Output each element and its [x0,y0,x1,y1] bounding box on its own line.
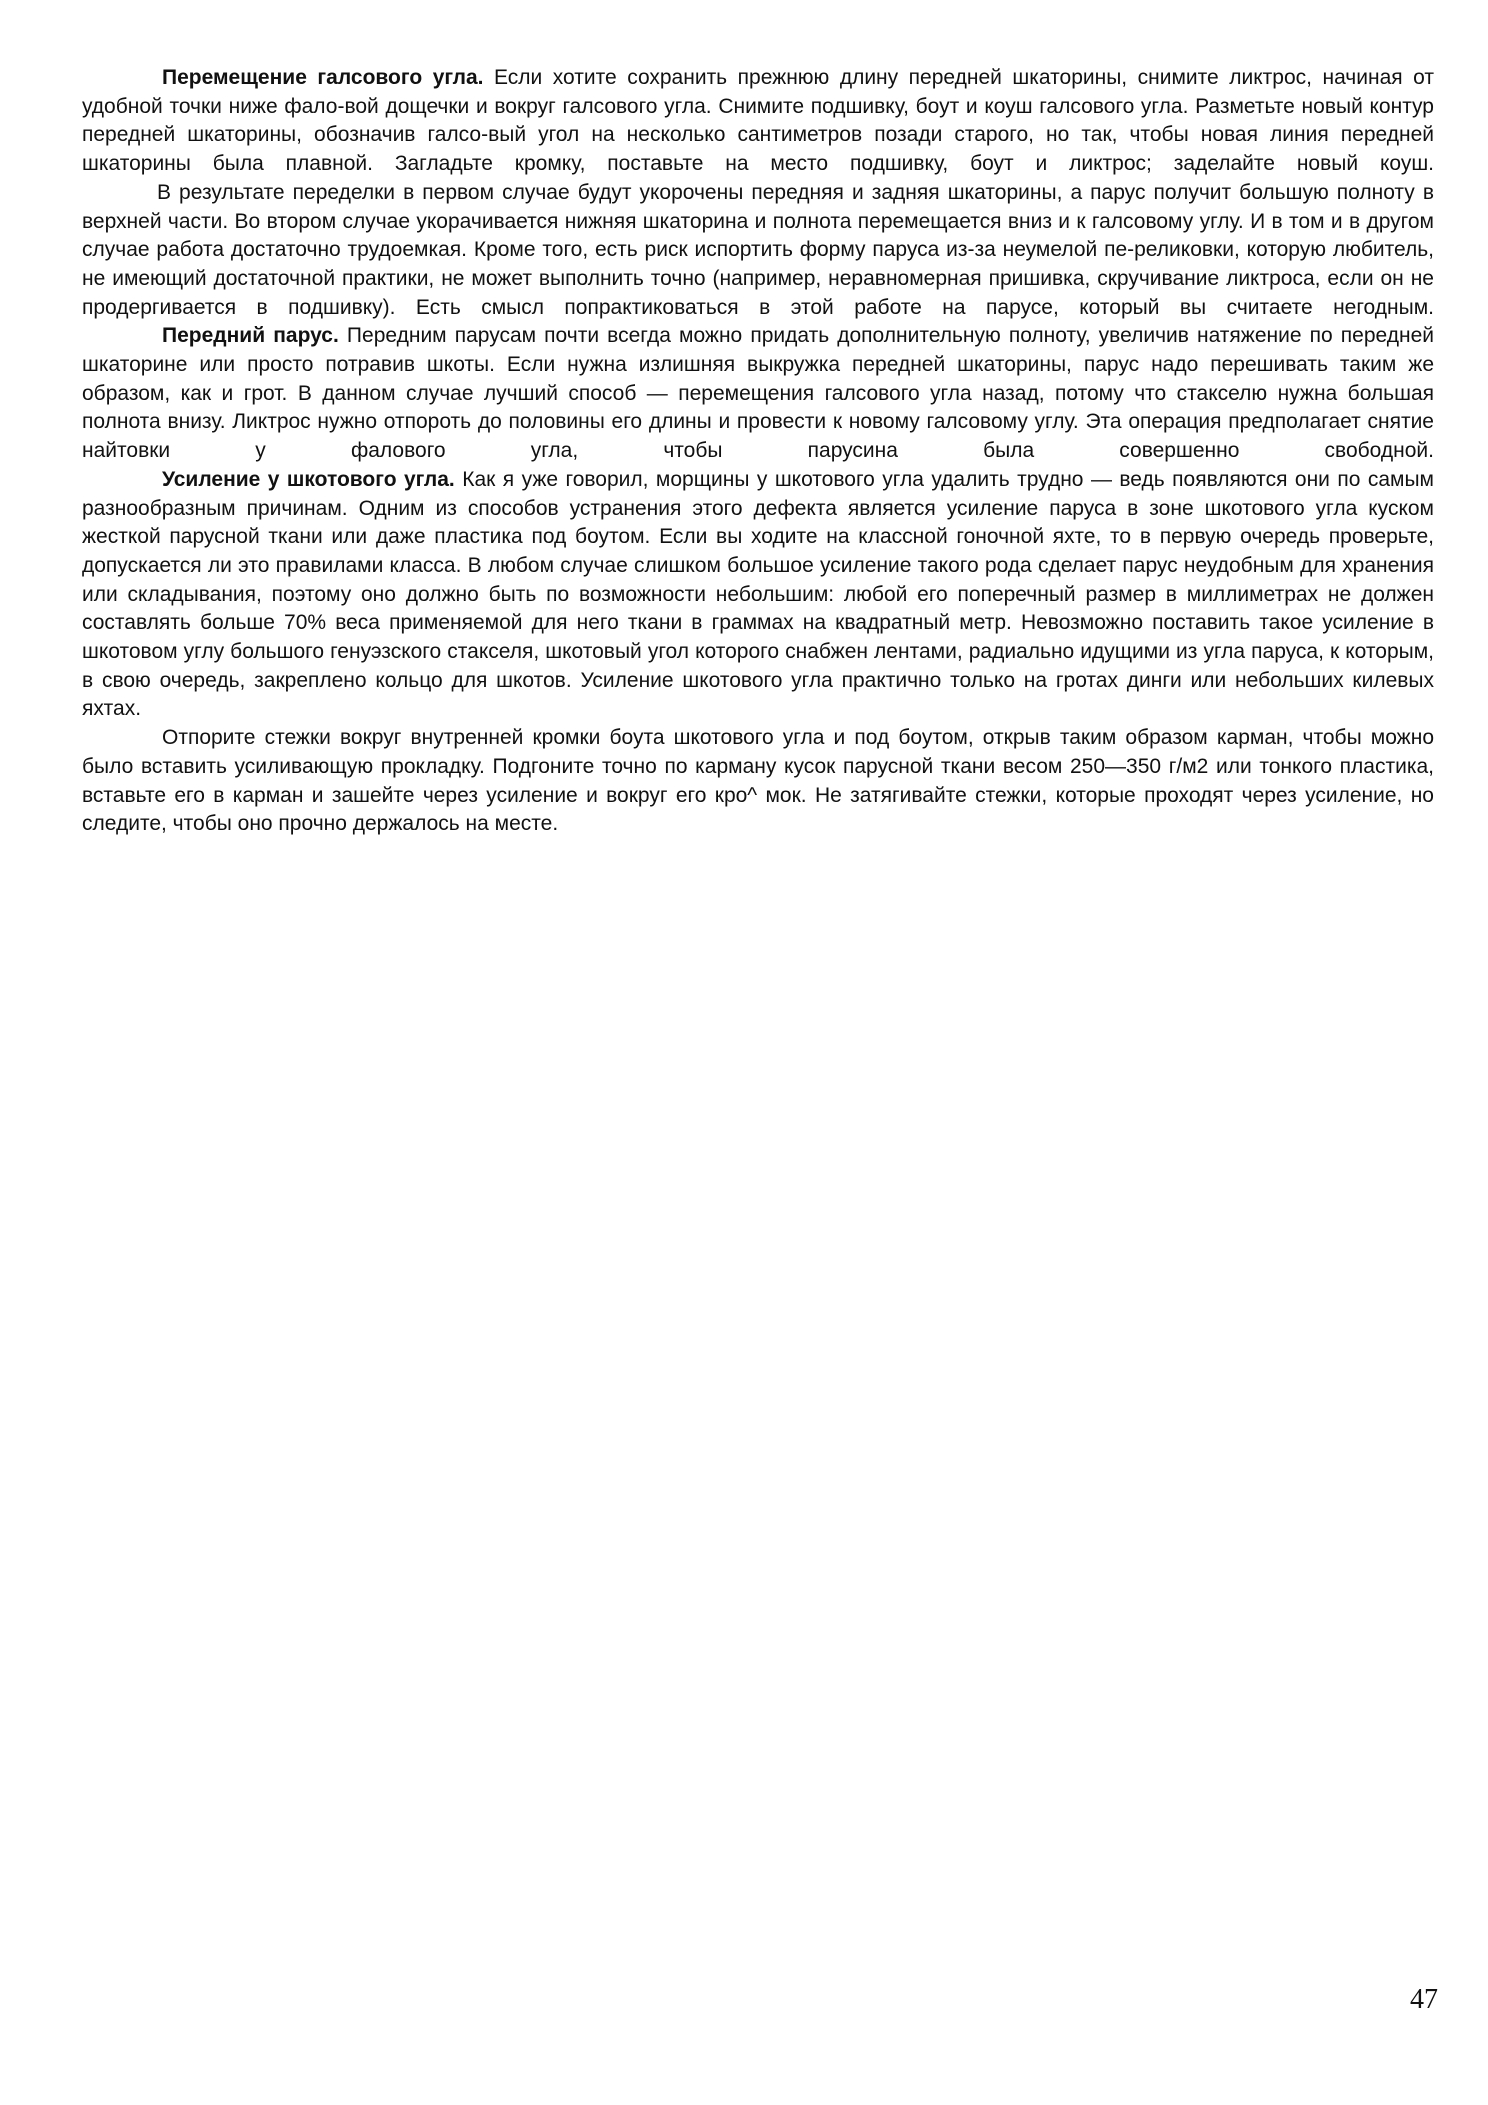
paragraph-headsail [82,322,1434,466]
paragraph-stitches [82,724,1434,839]
paragraph-text: Отпорите стежки вокруг внутренней кромки боута шкотового угла и под боутом, открыв таким образом карман, чтобы можно было вставить усиливающую прокладку. Подгоните точно по карману кусок парусной ткани весом 250—350 г/м2 или тонкого пластика, вставьте его в карман и зашейте через усиление и вокруг его кро^ мок. Не затягивайте стежки, которые проходят через усиление, но следите, чтобы оно прочно держалось на месте. [82,726,1434,836]
paragraph-text: Как я уже говорил, морщины у шкотового угла удалить трудно — ведь появляются они по самым разнообразным причинам. Одним из способов устранения этого дефекта является усиление паруса в зоне шкотового угла куском жесткой парусной ткани или даже пластика под боутом. Если вы ходите на классной гоночной яхте, то в первую очередь проверьте, допускается ли это правилами класса. В любом случае слишком большое усиление такого рода сделает парус неудобным для хранения или складывания, поэтому оно должно быть по возможности небольшим: любой его поперечный размер в миллиметрах не должен составлять больше 70% веса применяемой для него ткани в граммах на квадратный метр. Невозможно поставить такое усиление в шкотовом углу большого генуэзского стакселя, шкотовый угол которого снабжен лентами, радиально идущими из угла паруса, к которым, в свою очередь, закреплено кольцо для шкотов. Усиление шкотового угла практично только на гротах динги или небольших килевых яхтах. [82,467,1434,721]
paragraph-tack-move [82,64,1434,179]
paragraph-heading: Перемещение галсового угла. [162,66,484,89]
paragraph-heading: Усиление у шкотового угла. [162,467,455,491]
page-number: 47 [1410,1984,1438,2015]
paragraph-heading: Передний парус. [162,324,339,348]
paragraph-text: Передним парусам почти всегда можно придать дополнительную полноту, увеличив натяжение по передней шкаторине или просто потравив шкоты. Если нужна излишняя выкружка передней шкаторины, парус надо перешивать таким же образом, как и грот. В данном случае лучший способ — перемещения галсового угла назад, потому что стакселю нужна большая полнота внизу. Ликтрос нужно отпороть до половины его длины и провести к новому галсовому углу. Эта операция предполагает снятие найтовки у фалового угла, чтобы парусина была совершенно свободной. [82,324,1434,463]
paragraph-text: В результате переделки в первом случае будут укорочены передняя и задняя шкаторины, а парус получит большую полноту в верхней части. Во втором случае укорачивается нижняя шкаторина и полнота перемещается вниз и к галсовому углу. И в том и в другом случае работа достаточно трудоемкая. Кроме того, есть риск испортить форму паруса из-за неумелой пе-реликовки, которую любитель, не имеющий достаточной практики, не может выполнить точно (например, неравномерная пришивка, скручивание ликтроса, если он не продергивается в подшивку). Есть смысл попрактиковаться в этой работе на парусе, который вы считаете негодным. [82,180,1434,319]
paragraph-clew-reinforcement [82,466,1434,724]
paragraph-result [82,179,1434,323]
paragraph-text: Если хотите сохранить прежнюю длину передней шкаторины, снимите ликтрос, начиная от удобной точки ниже фало-вой дощечки и вокруг галсового угла. Снимите подшивку, боут и коуш галсового угла. Разметьте новый контур передней шкаторины, обозначив галсо-вый угол на несколько сантиметров позади старого, но так, чтобы новая линия передней шкаторины была плавной. Загладьте кромку, поставьте на место подшивку, боут и ликтрос; заделайте новый коуш. [82,66,1434,176]
body-text [82,64,1434,839]
